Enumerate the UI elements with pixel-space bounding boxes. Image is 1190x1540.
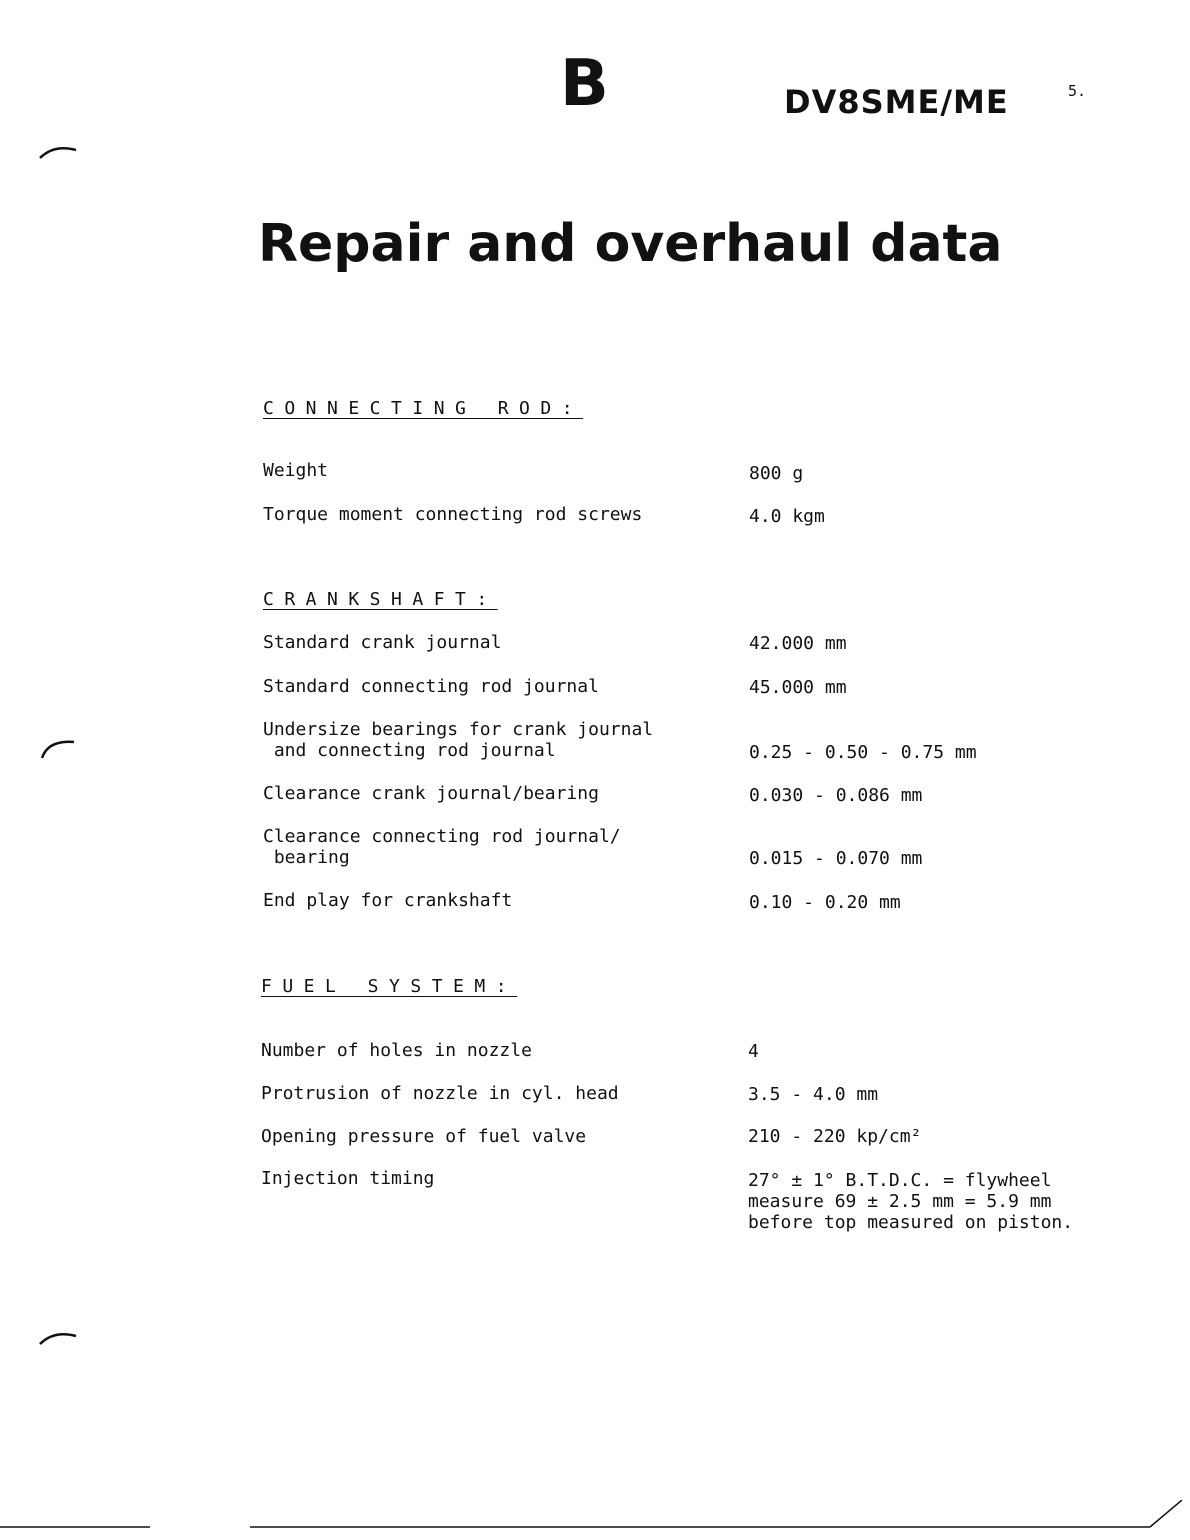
row-value-torque: 4.0 kgm	[749, 506, 825, 527]
binder-hole-mark-bottom	[36, 1326, 80, 1350]
row-value-clearance-conrod: 0.015 - 0.070 mm	[749, 848, 923, 869]
row-label-torque: Torque moment connecting rod screws	[263, 504, 643, 525]
section-heading-fuel-system: FUEL SYSTEM:	[261, 976, 518, 997]
row-label-crank-journal: Standard crank journal	[263, 632, 502, 653]
row-value-nozzle-holes: 4	[748, 1041, 759, 1062]
section-heading-crankshaft: CRANKSHAFT:	[263, 589, 498, 610]
row-value-end-play: 0.10 - 0.20 mm	[749, 892, 901, 913]
page-title: Repair and overhaul data	[258, 214, 1003, 274]
row-label-weight: Weight	[263, 460, 329, 481]
row-value-crank-journal: 42.000 mm	[749, 633, 847, 654]
page-number: 5.	[1068, 82, 1087, 100]
row-value-conrod-journal: 45.000 mm	[749, 677, 847, 698]
row-label-undersize-bearings: Undersize bearings for crank journal and connecting rod journal	[263, 719, 654, 761]
row-value-undersize-bearings: 0.25 - 0.50 - 0.75 mm	[749, 742, 977, 763]
section-heading-connecting-rod: CONNECTING ROD:	[263, 398, 584, 419]
row-label-injection-timing: Injection timing	[261, 1168, 435, 1189]
row-label-opening-pressure: Opening pressure of fuel valve	[261, 1126, 587, 1147]
row-label-clearance-crank: Clearance crank journal/bearing	[263, 783, 599, 804]
row-label-conrod-journal: Standard connecting rod journal	[263, 676, 599, 697]
row-value-weight: 800 g	[749, 463, 804, 484]
binder-hole-mark-middle	[38, 732, 82, 762]
row-value-injection-timing: 27° ± 1° B.T.D.C. = flywheel measure 69 ± 2.5 mm = 5.9 mm before top measured on piston.	[748, 1170, 1074, 1233]
row-value-nozzle-protrusion: 3.5 - 4.0 mm	[748, 1084, 879, 1105]
row-label-end-play: End play for crankshaft	[263, 890, 513, 911]
row-label-nozzle-holes: Number of holes in nozzle	[261, 1040, 532, 1061]
binder-hole-mark-top	[36, 140, 80, 164]
model-designation: DV8SME/ME	[784, 83, 1009, 121]
page-bottom-edge	[0, 1500, 1190, 1540]
row-label-nozzle-protrusion: Protrusion of nozzle in cyl. head	[261, 1083, 619, 1104]
row-value-clearance-crank: 0.030 - 0.086 mm	[749, 785, 923, 806]
row-label-clearance-conrod: Clearance connecting rod journal/ bearing	[263, 826, 621, 868]
row-value-opening-pressure: 210 - 220 kp/cm²	[748, 1126, 922, 1147]
section-letter: B	[560, 47, 609, 121]
